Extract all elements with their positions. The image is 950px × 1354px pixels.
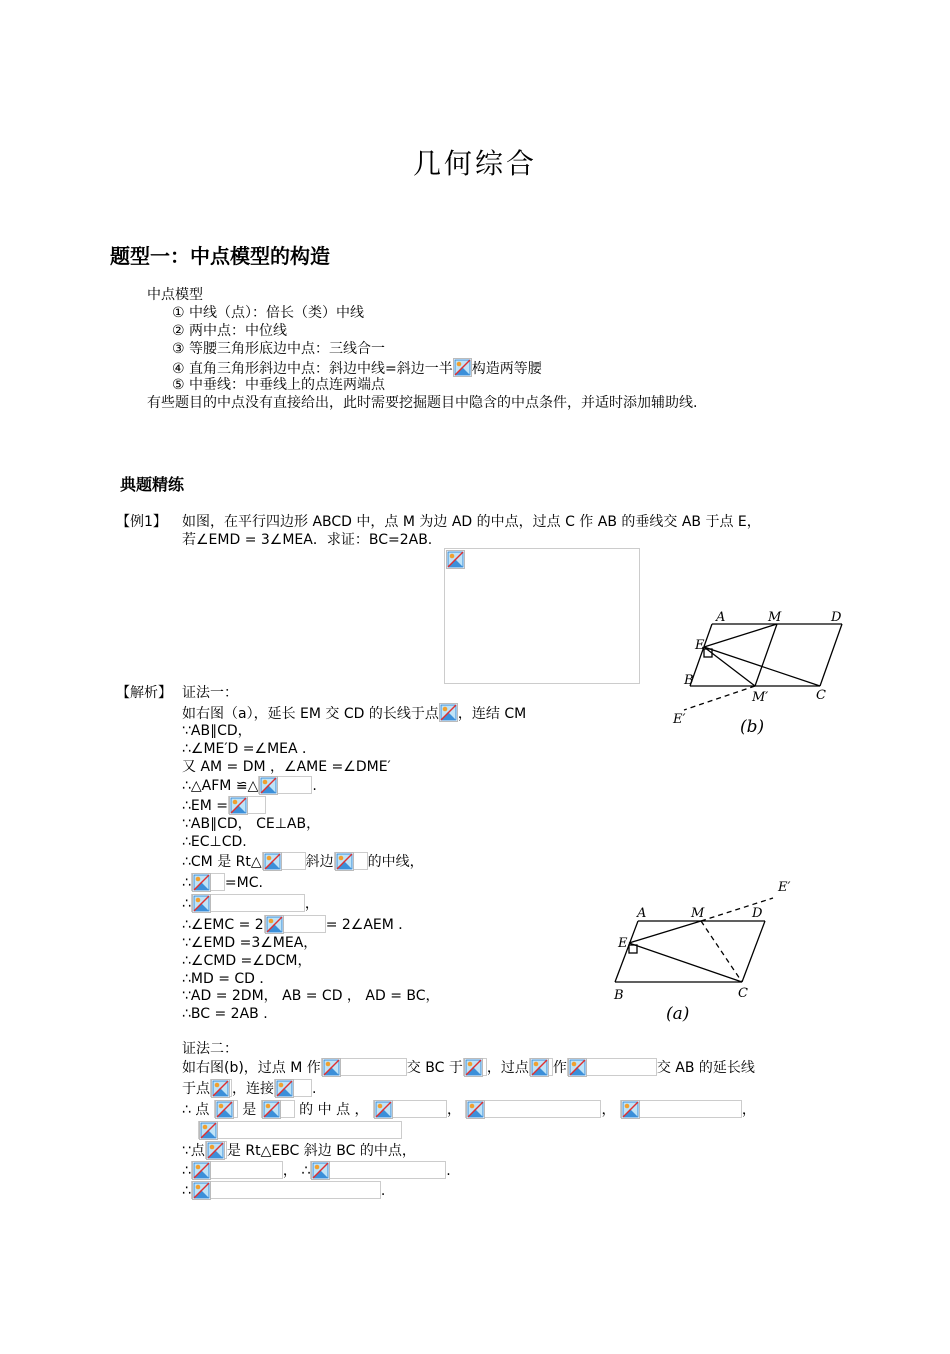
image-placeholder [529,1058,553,1076]
intro-label: 中点模型 [147,287,203,303]
m2-line-7-text: ∴ [182,1183,191,1199]
m1-line-15: ∴MD = CD ． [182,971,274,987]
image-placeholder [261,1100,295,1118]
fig-b-label-a: A [716,610,726,625]
m2-line-3-b: 是 [242,1102,257,1118]
m2-line-1-e: 交 AB 的延长线 [656,1060,755,1076]
example-line-1: 如图，在平行四边形 ABCD 中，点 M 为边 AD 的中点，过点 C 作 AB 的垂线交 AB 于点 E， [182,514,761,530]
m2-line-6 [182,1161,451,1179]
m1-line-13: ∵∠EMD =3∠MEA， [182,935,318,951]
image-placeholder [310,1161,446,1179]
analysis-tag: 【解析】 [116,685,172,701]
m2-line-4 [198,1121,402,1139]
m2-line-7 [182,1181,385,1199]
m1-line-10-tail: =MC. [224,875,263,891]
broken-image-icon [263,852,282,871]
m2-line-3-f: ， [741,1102,756,1118]
broken-image-icon [192,873,211,892]
fig-b-label-c: C [816,688,826,703]
image-placeholder [191,1181,381,1199]
broken-image-icon [466,1100,485,1119]
intro-item-3: ③ 等腰三角形底边中点：三线合一 [172,341,386,357]
m1-line-16: ∵AD = 2DM， AB = CD ， AD = BC， [182,988,440,1004]
fig-b-label-eprime: E′ [673,712,686,727]
image-placeholder [262,852,306,870]
m2-line-2 [182,1079,316,1097]
m1-line-3: ∴∠ME′D =∠MEA ． [182,741,317,757]
broken-image-icon [322,1058,341,1077]
fig-b-label-m: M [768,610,782,625]
broken-image-icon [211,1079,230,1098]
broken-image-icon [262,1100,281,1119]
broken-image-icon [275,1079,294,1098]
broken-image-icon [192,1161,211,1180]
image-placeholder [274,1079,312,1097]
section-heading: 题型一：中点模型的构造 [110,244,330,268]
m1-line-11-text: ∴ [182,896,191,912]
m2-line-6-c: . [446,1163,451,1179]
image-placeholder [620,1100,742,1118]
m1-line-4: 又 AM = DM ，∠AME =∠DME′ [182,759,391,775]
image-placeholder [191,894,305,912]
m1-line-5-text: ∴△AFM ≌△ [182,778,259,794]
image-placeholder [567,1058,657,1076]
image-placeholder [191,1161,283,1179]
m2-line-1 [182,1058,755,1076]
m2-line-3-d: ， [446,1102,461,1118]
m1-line-8: ∴EC⊥CD. [182,834,247,850]
m1-line-9-text: ∴CM 是 Rt△ [182,854,262,870]
example-tag: 【例1】 [116,514,167,530]
m2-line-2-text: 于点 [182,1081,210,1097]
m2-line-3-e: ， [601,1102,616,1118]
m1-line-10-text: ∴ [182,875,191,891]
image-placeholder [228,796,266,814]
m1-line-1-tail: ，连结 CM [457,706,527,722]
m2-line-2-c: . [312,1081,317,1097]
broken-image-icon [265,915,284,934]
broken-image-icon [206,1141,225,1160]
broken-image-icon [453,358,472,377]
broken-image-icon [621,1100,640,1119]
image-placeholder [463,1058,487,1076]
broken-image-icon [199,1121,218,1140]
m1-line-9-mid: 斜边 [305,854,334,870]
image-placeholder [264,915,326,933]
m2-line-3-text: ∴ 点 [182,1102,210,1118]
fig-a-label-c: C [738,986,748,1001]
intro-item-4 [172,358,542,376]
m2-line-5-text: ∵点 [182,1143,205,1159]
m1-line-12-tail: = 2∠AEM ． [325,917,413,933]
m2-line-3-c: 的 中 点 ， [299,1102,369,1118]
broken-image-icon [446,550,465,569]
broken-image-icon [568,1058,587,1077]
m1-line-6 [182,796,266,814]
practice-heading: 典题精练 [120,475,185,494]
m2-line-1-d: 作 [552,1060,567,1076]
broken-image-icon [192,1181,211,1200]
m2-line-5-b: 是 Rt△EBC 斜边 BC 的中点， [226,1143,416,1159]
method2-label: 证法二： [182,1041,238,1057]
m2-line-3 [182,1100,756,1118]
m1-line-9 [182,852,424,870]
missing-figure-frame [444,548,640,684]
image-placeholder [373,1100,447,1118]
fig-b-label-mprime: M′ [752,690,769,705]
intro-item-5: ⑤ 中垂线：中垂线上的点连两端点 [172,377,386,393]
image-placeholder [465,1100,601,1118]
m1-line-9-tail: 的中线， [367,854,424,870]
m1-line-12 [182,915,412,933]
broken-image-icon [229,796,248,815]
m2-line-6-text: ∴ [182,1163,191,1179]
broken-image-icon [215,1100,234,1119]
m1-line-1-text: 如右图（a），延长 EM 交 CD 的长线于点 [182,706,439,722]
fig-a-label-m: M [691,906,705,921]
image-placeholder [191,873,225,891]
image-placeholder [198,1121,402,1139]
broken-image-icon [464,1058,483,1077]
m1-line-17: ∴BC = 2AB . [182,1006,268,1022]
m1-line-11 [182,894,319,912]
fig-b-label-e: E [695,638,705,653]
broken-image-icon [374,1100,393,1119]
m1-line-5 [182,776,317,794]
page-title: 几何综合 [412,147,537,180]
fig-b-label-b: B [684,673,694,688]
example-line-2: 若∠EMD = 3∠MEA．求证：BC=2AB. [182,532,433,548]
m1-line-2: ∵AB∥CD， [182,723,252,739]
m1-line-5-tail: . [312,778,317,794]
m2-line-1-c: ，过点 [486,1060,529,1076]
m1-line-6-text: ∴EM = [182,798,229,814]
broken-image-icon [335,852,354,871]
fig-a-label-e: E [618,936,628,951]
m1-line-14: ∴∠CMD =∠DCM， [182,953,312,969]
m1-line-7: ∵AB∥CD， CE⊥AB， [182,816,321,832]
intro-item-4-suffix: 构造两等腰 [471,361,542,377]
image-placeholder [334,852,368,870]
broken-image-icon [259,776,278,795]
broken-image-icon [311,1161,330,1180]
image-placeholder [321,1058,407,1076]
broken-image-icon [530,1058,549,1077]
fig-b-caption: (b) [740,717,765,737]
broken-image-icon [439,703,458,722]
intro-note: 有些题目的中点没有直接给出，此时需要挖掘题目中隐含的中点条件，并适时添加辅助线. [147,395,698,411]
m2-line-1-text: 如右图(b)，过点 M 作 [182,1060,321,1076]
image-placeholder [205,1141,227,1159]
fig-a-label-d: D [752,906,763,921]
fig-b-label-d: D [831,610,842,625]
m1-line-12-text: ∴∠EMC = 2 [182,917,264,933]
fig-a-label-eprime: E′ [778,880,791,895]
image-placeholder [214,1100,238,1118]
intro-item-2: ② 两中点：中位线 [172,323,288,339]
m2-line-5 [182,1141,416,1159]
fig-a-label-b: B [614,988,624,1003]
figure-a [605,875,815,1030]
m2-line-7-tail: . [380,1183,386,1199]
m2-line-2-b: ，连接 [232,1081,274,1097]
figure-b [660,600,860,745]
broken-image-icon [192,894,211,913]
method1-label: 证法一： [182,685,238,701]
m1-line-11-tail: ， [304,896,319,912]
m2-line-1-b: 交 BC 于 [406,1060,463,1076]
intro-item-1: ① 中线（点）：倍长（类）中线 [172,305,365,321]
m1-line-1 [182,703,526,721]
fig-a-label-a: A [637,906,647,921]
m2-line-6-b: ， ∴ [282,1163,311,1179]
fig-a-caption: (a) [666,1004,690,1024]
intro-item-4-text: ④ 直角三角形斜边中点：斜边中线=斜边一半 [172,361,453,377]
image-placeholder [258,776,312,794]
image-placeholder [210,1079,232,1097]
m1-line-10 [182,873,263,891]
